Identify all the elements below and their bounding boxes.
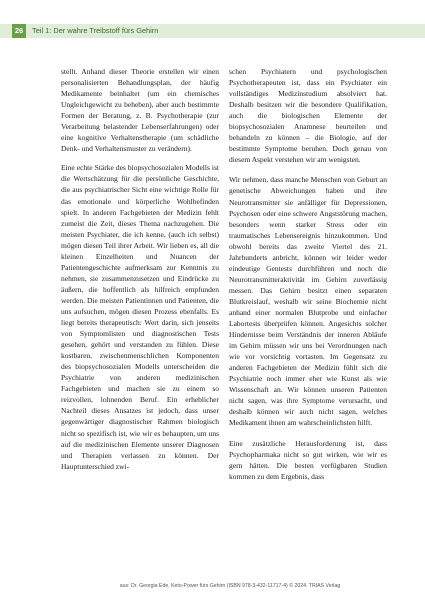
paragraph: Eine echte Stärke des biopsychosozialen Modells ist die Wertschätzung für die persönliche Geschichte, die aus psychiatrischer Sicht eine wichtige Rolle für das emotionale und körperliche Wohlbefinden spielt. In anderen Fachgebieten der Medizin fehlt zumeist die Zeit, dieses Thema nachzugehen. Die meisten Psychiater, die ich kenne, (auch ich selbst) mögen diesen Teil ihrer Arbeit. Wir lieben es, all die kleinen Einzelheiten und Nuancen der Patientengeschichte aufmerksam zur Kenntnis zu nehmen, sie zusammenzusetzen und Eindrücke zu äußern, die hoffentlich als hilfreich empfunden werden. Die meisten Patientinnen und Patienten, die uns aufsuchen, mögen diesen Prozess ebenfalls. Es liegt bereits therapeutisch: Wert darin, sich jenseits von Symptomlisten und diagnostischen Tests gesehen, gehört und verstanden zu fühlen. Diese kostbaren, zwischenmenschlichen Komponenten des biopsychosozialen Modells unterscheiden die Psychiatrie von anderen medizinischen Fachgebieten und machen sie zu einem so reizvollen, lohnenden Beruf. Ein erheblicher Nachteil dieses Ansatzes ist jedoch, dass unser gegenwärtiger diagnostischer Rahmen biologisch nicht so spezifisch ist, wie wir es behaupten, um uns auf die medizinischen Elemente unserer Diagnosen und Therapien verlassen zu können. Der Hauptunterschied zwi- [61,163,219,471]
paragraph: Eine zusätzliche Herausforderung ist, dass Psychopharmaka nicht so gut wirken, wie wir es gern hätten. Die besten verfügbaren Studien kommen zu dem Ergebnis, dass [229,438,387,481]
paragraph: Wir nehmen, dass manche Menschen von Geburt an genetische Abweichungen haben und ihre Neurotransmitter sie anfälliger für Depressionen, Psychosen oder eine schwere Angststörung machen, besonders wenn starker Stress oder ein traumatisches Lebensereignis hinzukommen. Und obwohl bereits das zweite Viertel des 21. Jahrhunderts anbricht, können wir leider weder eindeutige Gentests durchführen und noch die Neurotransmitteraktivität im Gehirn zuverlässig messen. Das Gehirn besitzt einen separaten Blutkreislauf, weshalb wir seine Biochemie nicht anhand einer normalen Blutprobe und einfacher Labortests überprüfen können. Angesichts solcher Hindernisse beim Verständnis der inneren Abläufe im Gehirn müssen wir uns bei Verordnungen nach wie vor vorsichtig vortasten. Im Gegensatz zu anderen Fachgebieten der Medizin fühlt sich die Psychiatrie noch immer eher wie Kunst als wie Wissenschaft an. Wir können unseren Patienten nicht sagen, was ihre Symptome verursacht, und deshalb können wir auch nicht sagen, welches Medikament ihnen am wahrscheinlichsten hilft. [229,175,387,428]
right-column [229,66,387,491]
paragraph: stellt. Anhand dieser Theorie erstellen wir einen personalisierten Behandlungsplan, der häufig Medikamente beinhaltet (um ein chemisches Ungleichgewicht zu beheben), aber auch bestimmte Formen der Beratung, z. B. Psychotherapie (zur Verarbeitung belastender Lebenserfahrungen) oder eine kognitive Verhaltenstherapie (um schädliche Denk- und Verhaltensmuster zu verändern). [61,67,219,154]
paragraph: schen Psychiatern und psychologischen Psychotherapeuten ist, dass ein Psychiater ein vollständiges Medizinstudium absolviert hat. Deshalb besitzen wir die besondere Qualifikation, auch die biologischen Elemente der biopsychosozialen Anamnese beurteilen und behandeln zu können – die Biologie, auf der bestimmte Symptome beruhen. Doch genau von diesem Aspekt verstehen wir am wenigsten. [229,67,387,165]
left-column [61,66,219,480]
page-number: 26 [12,24,26,38]
running-title: Teil 1: Der wahre Treibstoff fürs Gehirn [32,26,159,35]
copyright-footer: aus: Dr. Georgia Ede, Keto-Power fürs Gehirn (ISBN 978-3-432-11717-4) © 2024. TRIAS Verlag [119,583,341,589]
